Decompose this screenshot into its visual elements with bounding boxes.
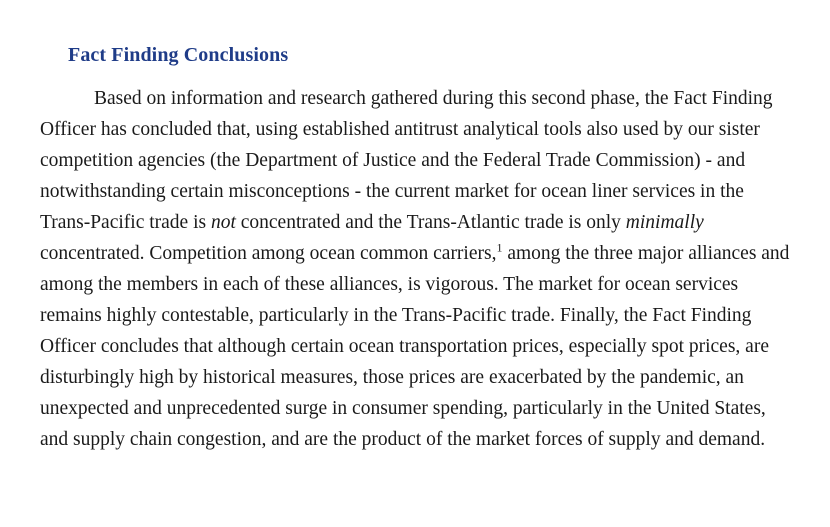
section-heading: Fact Finding Conclusions: [68, 44, 289, 66]
document-body: [40, 44, 790, 455]
footnote-reference-1[interactable]: 1: [496, 240, 503, 255]
paragraph-segment-1: Based on information and research gathered during this second phase, the Fact Finding Officer has concluded that, using established antitrust analytical tools also used by our sister competition agencies (the Department of Justice and the Federal Trade Commission) - and notwithstanding certain misconceptions - the current market for ocean liner services in the Trans-Pacific trade is: [40, 88, 773, 233]
paragraph-segment-3: concentrated. Competition among ocean common carriers,: [40, 243, 497, 264]
emphasis-not: not: [210, 212, 236, 233]
conclusions-paragraph: [40, 83, 790, 455]
paragraph-segment-4: among the three major alliances and among the members in each of these alliances, is vigorous. The market for ocean services remains highly contestable, particularly in the Trans-Pacific trade. Finally, the Fact Finding Officer concludes that although certain ocean transportation prices, especially spot prices, are disturbingly high by historical measures, those prices are exacerbated by the pandemic, an unexpected and unprecedented surge in consumer spending, particularly in the United States, and supply chain congestion, and are the product of the market forces of supply and demand.: [40, 243, 790, 450]
emphasis-minimally: minimally: [625, 212, 704, 233]
paragraph-segment-2: concentrated and the Trans-Atlantic trade is only: [235, 212, 626, 233]
